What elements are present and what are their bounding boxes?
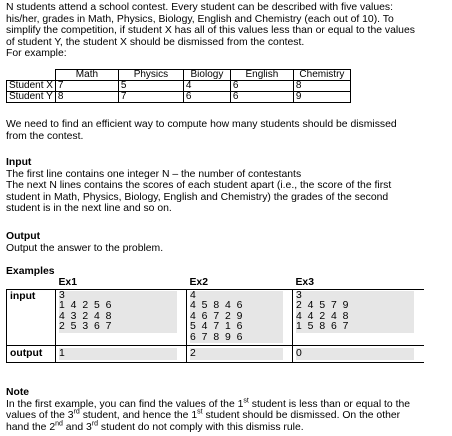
- note-heading: Note: [6, 387, 30, 398]
- grades-row-label: Student X: [7, 81, 56, 92]
- grades-cell: 7: [118, 92, 183, 103]
- input-value: 5 4 7 1 6: [190, 321, 244, 333]
- grades-cell: 7: [55, 81, 118, 92]
- input-value: 2 4 5 7 9: [296, 300, 350, 312]
- note-line: In the first example, you can find the values of the 1st student is less than or equal to the: [6, 397, 411, 410]
- task-paragraph: [6, 119, 448, 142]
- task-line: from the contest.: [6, 130, 84, 142]
- grades-header-physics: Physics: [118, 70, 183, 81]
- grades-cell: 6: [230, 81, 293, 92]
- intro-line: his/her, grades in Math, Physics, Biology, English and Chemistry (each out of 10). To: [6, 13, 394, 25]
- grades-cell: 5: [118, 81, 183, 92]
- grades-cell: 6: [183, 92, 230, 103]
- examples-output-label: output: [7, 346, 56, 363]
- examples-corner-cell: [7, 277, 56, 289]
- intro-line: simplify the competition, if student X has all of this values less than or equal to the values: [6, 25, 415, 37]
- grades-row: [7, 92, 351, 103]
- examples-col-ex3: Ex3: [293, 277, 424, 289]
- note-line: hand the 2nd and 3rd student do not comply with this dismiss rule.: [6, 420, 304, 433]
- output-section: [6, 231, 448, 254]
- input-value: 6 7 8 9 6: [190, 331, 244, 343]
- input-line: The first line contains one integer N – the number of contestants: [6, 168, 302, 180]
- input-section: [6, 157, 448, 215]
- examples-input-label: input: [7, 289, 56, 346]
- grades-cell: 6: [230, 92, 293, 103]
- examples-output-cell: [293, 346, 424, 363]
- output-heading: Output: [6, 231, 41, 242]
- input-value: 3: [296, 289, 304, 301]
- examples-table: [6, 277, 424, 363]
- note-line: values of the 3rd student, and hence the 1st student should be dismissed. On the other: [6, 408, 401, 422]
- grades-header-english: English: [230, 70, 293, 81]
- intro-line: For example:: [6, 48, 67, 60]
- input-value: 4 6 7 2 9: [190, 310, 244, 322]
- input-value: 4: [190, 289, 198, 301]
- grades-cell: 8: [55, 92, 118, 103]
- examples-output-row: [7, 346, 424, 363]
- grades-header-biology: Biology: [183, 70, 230, 81]
- examples-input-cell: [293, 289, 424, 346]
- grades-cell: 4: [183, 81, 230, 92]
- examples-input-cell: [56, 289, 187, 346]
- output-value: 2: [190, 348, 283, 360]
- intro-paragraph: [6, 2, 448, 60]
- grades-corner-cell: [7, 70, 56, 81]
- examples-heading: Examples: [6, 266, 55, 277]
- grades-cell: 9: [293, 92, 350, 103]
- grades-row: [7, 81, 351, 92]
- examples-input-cell: [187, 289, 293, 346]
- grades-row-label: Student Y: [7, 92, 56, 103]
- examples-header-row: [7, 277, 424, 289]
- intro-line: N students attend a school contest. Every student can be described with five values:: [6, 2, 393, 13]
- grades-header-math: Math: [55, 70, 118, 81]
- input-value: 4 4 2 4 8: [296, 310, 350, 322]
- input-line: The next N lines contains the scores of each student apart (i.e., the score of the first: [6, 180, 392, 192]
- intro-line: of student Y, the student X should be dismissed from the contest.: [6, 36, 305, 48]
- output-line: Output the answer to the problem.: [6, 242, 164, 254]
- output-value: 0: [296, 348, 414, 360]
- task-line: We need to find an efficient way to compute how many students should be dismissed: [6, 119, 397, 130]
- input-value: 3: [59, 289, 67, 301]
- input-line: student in Math, Physics, Biology, English and Chemistry) the grades of the second: [6, 191, 389, 203]
- input-value: 2 5 3 6 7: [59, 321, 113, 333]
- grades-cell: 8: [293, 81, 350, 92]
- input-value: 1 4 2 5 6: [59, 300, 113, 312]
- input-value: 4 5 8 4 6: [190, 300, 244, 312]
- grades-header-chemistry: Chemistry: [293, 70, 350, 81]
- examples-col-ex1: Ex1: [56, 277, 187, 289]
- examples-output-cell: [187, 346, 293, 363]
- grades-table: [6, 69, 351, 103]
- input-value: 4 3 2 4 8: [59, 310, 113, 322]
- output-value: 1: [59, 348, 177, 360]
- input-value: 1 5 8 6 7: [296, 321, 350, 333]
- input-line: student is in the next line and so on.: [6, 203, 172, 215]
- grades-header-row: [7, 70, 351, 81]
- note-section: [6, 387, 448, 433]
- input-heading: Input: [6, 157, 32, 168]
- examples-col-ex2: Ex2: [187, 277, 293, 289]
- examples-input-row: [7, 289, 424, 346]
- examples-output-cell: [56, 346, 187, 363]
